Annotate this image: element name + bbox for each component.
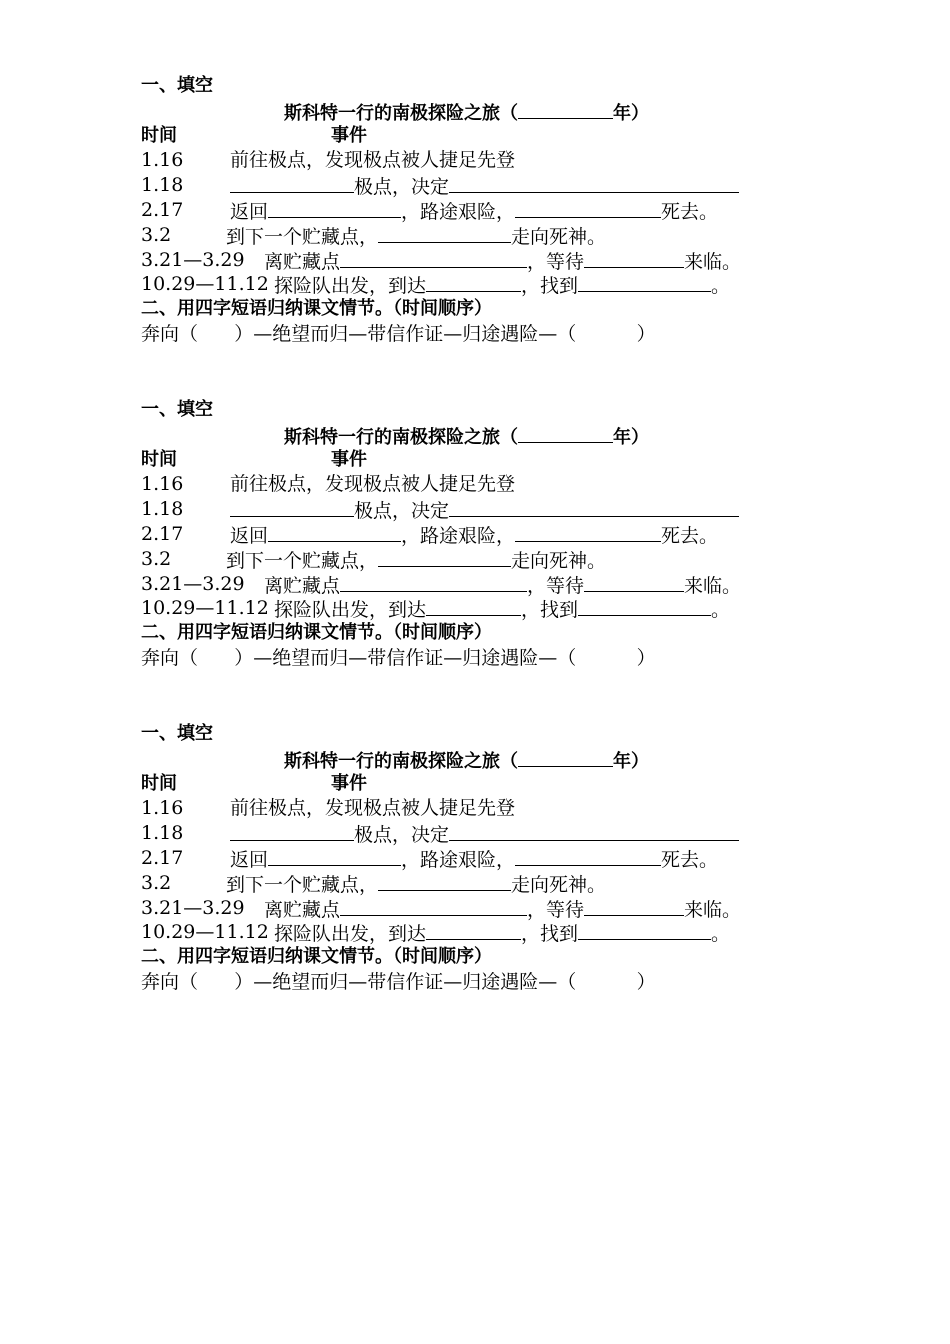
row-4 <box>141 871 781 896</box>
row-event <box>230 846 718 873</box>
fill-blank[interactable] <box>268 522 401 542</box>
row-event <box>264 248 741 275</box>
row-date: 1.16 <box>141 473 184 496</box>
row-text: 。 <box>711 275 731 298</box>
row-text: 死去。 <box>661 524 719 547</box>
row-text: 返回 <box>230 524 269 547</box>
worksheet-title <box>141 423 781 448</box>
row-text: 走向死神。 <box>511 225 607 248</box>
section1-heading: 一、填空 <box>141 723 213 744</box>
row-6 <box>141 920 781 945</box>
fill-blank[interactable] <box>515 198 661 218</box>
row-date: 2.17 <box>141 846 184 869</box>
row-date: 3.21—3.29 <box>141 896 245 919</box>
fill-blank[interactable] <box>340 896 527 916</box>
worksheet-3 <box>141 722 781 1046</box>
fill-blank[interactable] <box>230 821 354 841</box>
fill-blank[interactable] <box>578 272 711 292</box>
fill-blank[interactable] <box>449 821 739 841</box>
row-event: 前往极点，发现极点被人捷足先登 <box>230 149 516 172</box>
row-4 <box>141 223 781 248</box>
worksheet-title <box>141 99 781 124</box>
row-date: 10.29—11.12 <box>141 273 269 296</box>
row-4 <box>141 547 781 572</box>
row-2 <box>141 173 781 198</box>
row-event <box>274 596 730 623</box>
row-text: 来临。 <box>684 574 742 597</box>
row-event <box>226 547 606 574</box>
row-text: 走向死神。 <box>511 873 607 896</box>
row-5 <box>141 572 781 597</box>
fill-blank[interactable] <box>378 547 511 567</box>
row-text: ，找到 <box>521 275 579 298</box>
row-text: 死去。 <box>661 848 719 871</box>
row-event <box>264 572 741 599</box>
col-event: 事件 <box>331 772 367 794</box>
column-headers <box>141 448 781 473</box>
row-text: ，等待 <box>527 574 585 597</box>
row-5 <box>141 896 781 921</box>
row-date: 3.21—3.29 <box>141 248 245 271</box>
row-text: 。 <box>711 923 731 946</box>
worksheet-title <box>141 747 781 772</box>
row-text: 探险队出发，到达 <box>274 923 427 946</box>
row-text: 极点，决定 <box>354 176 450 199</box>
row-6 <box>141 272 781 297</box>
row-text: 离贮藏点 <box>264 574 341 597</box>
fill-blank[interactable] <box>515 846 661 866</box>
section1-heading: 一、填空 <box>141 399 213 420</box>
plot-line: 奔向（ ）—绝望而归—带信作证—归途遇险—（ ） <box>141 646 656 669</box>
row-date: 3.2 <box>141 871 172 894</box>
row-text: ，等待 <box>527 250 585 273</box>
row-6 <box>141 596 781 621</box>
fill-blank[interactable] <box>515 522 661 542</box>
row-2 <box>141 497 781 522</box>
row-event <box>226 871 606 898</box>
row-3 <box>141 198 781 223</box>
row-date: 1.18 <box>141 498 184 521</box>
fill-blank[interactable] <box>268 198 401 218</box>
fill-blank[interactable] <box>378 871 511 891</box>
column-headers <box>141 124 781 149</box>
row-date: 3.21—3.29 <box>141 572 245 595</box>
row-date: 2.17 <box>141 522 184 545</box>
row-text: ，路途艰险， <box>401 524 516 547</box>
row-date: 1.16 <box>141 797 184 820</box>
fill-blank[interactable] <box>426 920 521 940</box>
section2-heading: 二、用四字短语归纳课文情节。（时间顺序） <box>141 298 492 320</box>
section1-heading: 一、填空 <box>141 75 213 96</box>
row-text: 到下一个贮藏点， <box>226 873 379 896</box>
row-text: 到下一个贮藏点， <box>226 549 379 572</box>
col-time: 时间 <box>141 448 177 470</box>
row-text: ，找到 <box>521 599 579 622</box>
row-text: 来临。 <box>684 898 742 921</box>
fill-blank[interactable] <box>449 497 739 517</box>
row-text: ，找到 <box>521 923 579 946</box>
row-text: ，路途艰险， <box>401 848 516 871</box>
fill-blank[interactable] <box>449 173 739 193</box>
worksheet-2 <box>141 398 781 722</box>
row-text: 返回 <box>230 848 269 871</box>
title-suffix: 年） <box>613 426 649 448</box>
row-date: 10.29—11.12 <box>141 597 269 620</box>
row-1 <box>141 796 781 821</box>
column-headers <box>141 772 781 797</box>
fill-blank[interactable] <box>426 272 521 292</box>
fill-blank[interactable] <box>340 248 527 268</box>
row-3 <box>141 522 781 547</box>
col-time: 时间 <box>141 772 177 794</box>
title-prefix: 斯科特一行的南极探险之旅（ <box>284 426 518 448</box>
title-prefix: 斯科特一行的南极探险之旅（ <box>284 750 518 772</box>
row-text: 返回 <box>230 200 269 223</box>
fill-blank[interactable] <box>584 248 684 268</box>
row-text: 探险队出发，到达 <box>274 599 427 622</box>
year-blank[interactable] <box>518 423 613 443</box>
row-text: 极点，决定 <box>354 500 450 523</box>
row-date: 1.18 <box>141 822 184 845</box>
row-text: ，路途艰险， <box>401 200 516 223</box>
fill-blank[interactable] <box>426 596 521 616</box>
fill-blank[interactable] <box>230 173 354 193</box>
year-blank[interactable] <box>518 99 613 119</box>
row-text: 极点，决定 <box>354 824 450 847</box>
row-date: 10.29—11.12 <box>141 921 269 944</box>
row-text: 走向死神。 <box>511 549 607 572</box>
row-3 <box>141 846 781 871</box>
row-date: 1.18 <box>141 174 184 197</box>
col-time: 时间 <box>141 124 177 146</box>
row-event <box>226 223 606 250</box>
fill-blank[interactable] <box>578 920 711 940</box>
row-text: 来临。 <box>684 250 742 273</box>
row-text: ，等待 <box>527 898 585 921</box>
row-event <box>230 497 739 524</box>
row-text: 死去。 <box>661 200 719 223</box>
row-1 <box>141 148 781 173</box>
row-event <box>230 198 718 225</box>
worksheet-1 <box>141 74 781 398</box>
row-2 <box>141 821 781 846</box>
fill-blank[interactable] <box>578 596 711 616</box>
fill-blank[interactable] <box>268 846 401 866</box>
col-event: 事件 <box>331 124 367 146</box>
col-event: 事件 <box>331 448 367 470</box>
title-suffix: 年） <box>613 102 649 124</box>
document-page <box>141 74 781 1046</box>
row-date: 2.17 <box>141 198 184 221</box>
row-text: 离贮藏点 <box>264 250 341 273</box>
plot-line: 奔向（ ）—绝望而归—带信作证—归途遇险—（ ） <box>141 970 656 993</box>
row-date: 1.16 <box>141 149 184 172</box>
row-1 <box>141 472 781 497</box>
row-event <box>264 896 741 923</box>
fill-blank[interactable] <box>584 896 684 916</box>
row-text: 离贮藏点 <box>264 898 341 921</box>
row-text: 探险队出发，到达 <box>274 275 427 298</box>
plot-line: 奔向（ ）—绝望而归—带信作证—归途遇险—（ ） <box>141 322 656 345</box>
fill-blank[interactable] <box>584 572 684 592</box>
section2-heading: 二、用四字短语归纳课文情节。（时间顺序） <box>141 622 492 644</box>
row-event: 前往极点，发现极点被人捷足先登 <box>230 473 516 496</box>
fill-blank[interactable] <box>378 223 511 243</box>
row-event: 前往极点，发现极点被人捷足先登 <box>230 797 516 820</box>
row-event <box>274 272 730 299</box>
row-event <box>274 920 730 947</box>
row-5 <box>141 248 781 273</box>
row-text: 到下一个贮藏点， <box>226 225 379 248</box>
year-blank[interactable] <box>518 747 613 767</box>
row-text: 。 <box>711 599 731 622</box>
row-event <box>230 522 718 549</box>
row-event <box>230 173 739 200</box>
section2-heading: 二、用四字短语归纳课文情节。（时间顺序） <box>141 946 492 968</box>
title-prefix: 斯科特一行的南极探险之旅（ <box>284 102 518 124</box>
fill-blank[interactable] <box>230 497 354 517</box>
row-date: 3.2 <box>141 547 172 570</box>
title-suffix: 年） <box>613 750 649 772</box>
row-date: 3.2 <box>141 223 172 246</box>
fill-blank[interactable] <box>340 572 527 592</box>
row-event <box>230 821 739 848</box>
